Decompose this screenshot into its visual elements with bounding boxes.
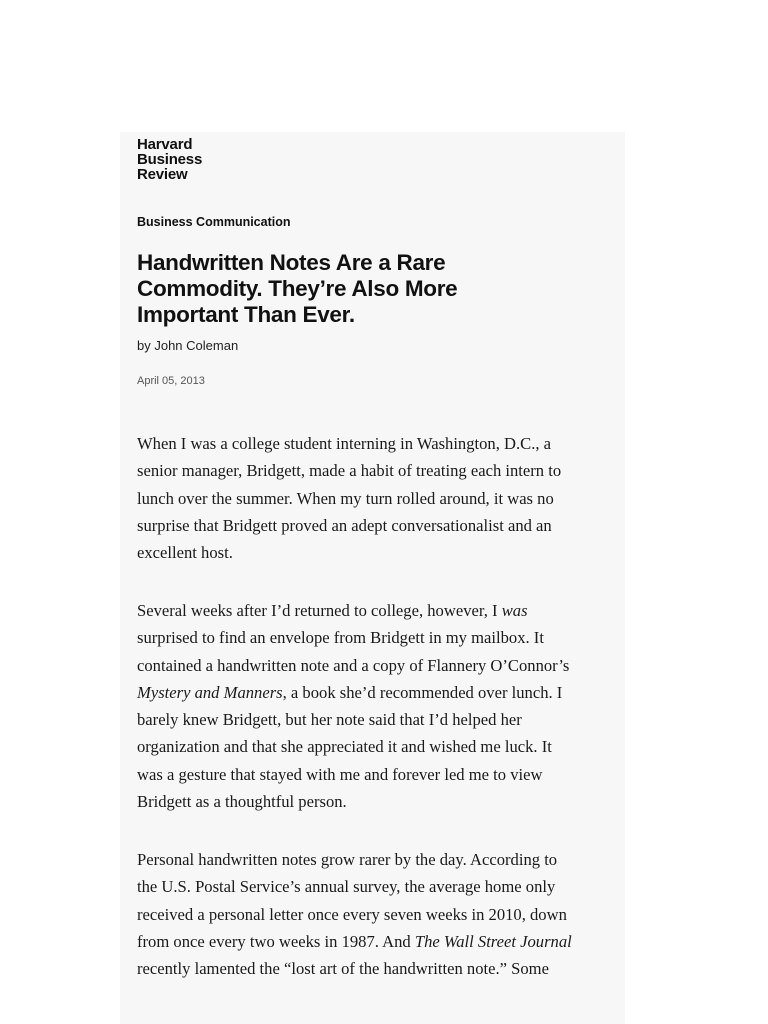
paragraph-1: [137, 430, 625, 566]
paragraph-line: senior manager, Bridgett, made a habit of treating each intern to: [137, 461, 562, 481]
paragraph-2: [137, 597, 625, 815]
paragraph-line: received a personal letter once every seven weeks in 2010, down: [137, 904, 567, 924]
paragraph-line: Personal handwritten notes grow rarer by the day. According to: [137, 850, 558, 869]
paragraph-line: surprised to find an envelope from Bridgett in my mailbox. It: [137, 628, 544, 648]
publish-date: April 05, 2013: [137, 375, 205, 387]
publication-title: The Wall Street Journal: [414, 931, 572, 951]
paragraph-line: lunch over the summer. When my turn rolled around, it was no: [137, 488, 554, 508]
text-run: Several weeks after I’d returned to college, however, I: [137, 601, 502, 620]
paragraph-line: the U.S. Postal Service’s annual survey, the average home only: [137, 877, 556, 897]
hbr-logo[interactable]: [137, 137, 202, 182]
topic-link[interactable]: Business Communication: [137, 215, 291, 229]
paragraph-line: was a gesture that stayed with me and forever led me to view: [137, 764, 543, 784]
paragraph-line: contained a handwritten note and a copy of Flannery O’Connor’s: [137, 655, 570, 675]
paragraph-line: [137, 679, 625, 706]
paragraph-3: [137, 846, 625, 982]
paragraph-line: excellent host.: [137, 543, 233, 563]
author-byline[interactable]: by John Coleman: [137, 338, 239, 353]
paragraph-line: When I was a college student interning in Washington, D.C., a: [137, 434, 552, 453]
headline-line-2: Commodity. They’re Also More: [137, 276, 458, 301]
emphasis-was: was: [501, 601, 528, 620]
paragraph-line: [137, 928, 625, 955]
paragraph-line: [137, 597, 625, 624]
article-headline: [137, 250, 607, 328]
logo-line-business: Business: [137, 151, 203, 168]
text-run: from once every two weeks in 1987. And: [137, 931, 415, 951]
headline-line-3: Important Than Ever.: [137, 302, 355, 327]
paragraph-line: barely knew Bridgett, but her note said that I’d helped her: [137, 710, 522, 730]
paragraph-line: Bridgett as a thoughtful person.: [137, 792, 347, 812]
text-run: , a book she’d recommended over lunch. I: [282, 682, 563, 702]
logo-line-harvard: Harvard: [137, 136, 193, 153]
logo-line-review: Review: [137, 166, 188, 183]
headline-line-1: Handwritten Notes Are a Rare: [137, 250, 446, 275]
book-title: Mystery and Manners: [137, 682, 283, 702]
paragraph-line: organization and that she appreciated it and wished me luck. It: [137, 737, 552, 757]
paragraph-line: recently lamented the “lost art of the handwritten note.” Some: [137, 959, 549, 979]
paragraph-line: surprise that Bridgett proved an adept conversationalist and an: [137, 515, 552, 535]
